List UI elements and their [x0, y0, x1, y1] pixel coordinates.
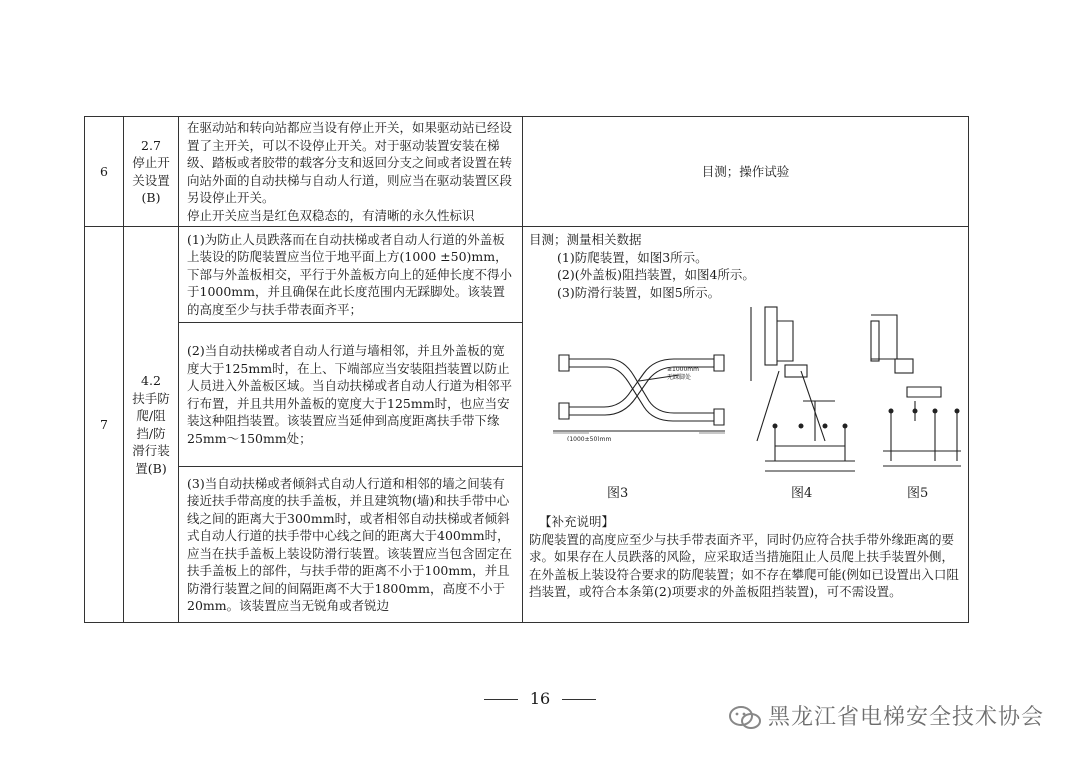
method-text: 目测；测量相关数据: [529, 232, 642, 247]
item-name: 4.2 扶手防 爬/阻 挡/防 滑行装 置(B): [124, 227, 179, 623]
svg-text:(1000±50)mm: (1000±50)mm: [567, 436, 612, 441]
row-number: 7: [85, 227, 124, 623]
requirement-text: (1)为防止人员跌落而在自动扶梯或者自动人行道的外盖板上装设的防爬装置应当位于地平面上方(1000 ±50)mm，下部与外盖板相交，平行于外盖板方向上的延伸长度不得小于1000mm，并且确保在此长度范围内无踩脚处。该装置的高度至少与扶手带表面齐平；: [179, 227, 523, 323]
requirement-text: (2)当自动扶梯或者自动人行道与墙相邻，并且外盖板的宽度大于125mm时，在上、下端部应当安装阻挡装置以防止人员进入外盖板区域。当自动扶梯或者自动人行道为相邻平行布置，并且共用外盖板的宽度大于125mm时，也应当安装这种阻挡装置。该装置应当延伸到高度距离扶手带下缘25mm～150mm处；: [179, 323, 523, 467]
figure-caption: 图4: [791, 486, 813, 501]
page-number: 16: [0, 689, 1080, 708]
figure-3-diagram: [549, 341, 729, 441]
item-name: 2.7 停止开 关设置 (B): [124, 117, 179, 227]
requirement-text: 在驱动站和转向站都应当设有停止开关，如果驱动站已经设置了主开关，可以不设停止开关。对于驱动装置安装在梯级、踏板或者胶带的载客分支和返回分支之间或者设置在转向站外面的自动扶梯与自动人行道，则应当在驱动装置区段另设停止开关。: [187, 120, 513, 205]
method-text: (1)防爬装置，如图3所示。: [557, 249, 708, 265]
table-row: [85, 227, 969, 323]
svg-text:≥1000mm: ≥1000mm: [667, 366, 699, 373]
method-text: (3)防滑行装置，如图5所示。: [557, 284, 721, 300]
table-row: [85, 117, 969, 227]
watermark-text: 黑龙江省电梯安全技术协会: [767, 705, 1044, 730]
figures-area: [523, 301, 968, 513]
figure-5-diagram: [861, 301, 965, 481]
figure-caption: 图3: [607, 486, 629, 501]
method-cell: [523, 227, 969, 623]
wechat-icon: [728, 705, 762, 731]
requirement-text: (3)当自动扶梯或者倾斜式自动人行道和相邻的墙之间装有接近扶手带高度的扶手盖板，并且建筑物(墙)和扶手带中心线之间的距离大于300mm时，或者相邻自动扶梯或者倾斜式自动人行道的扶手带中心线之间的距离大于400mm时，应当在扶手盖板上装设防滑行装置。该装置应当包含固定在扶手盖板上的部件，与扶手带的距离不小于100mm，并且防滑行装置之间的间隔距离不大于1800mm，高度不小于20mm。该装置应当无锐角或者锐边: [179, 467, 523, 623]
method-cell: 目测；操作试验: [523, 117, 969, 227]
requirement-cell: [179, 117, 523, 227]
method-text: (2)(外盖板)阻挡装置，如图4所示。: [557, 267, 755, 282]
requirement-text: 停止开关应当是红色双稳态的，有清晰的永久性标识: [187, 207, 475, 223]
supplement-title: 【补充说明】: [539, 514, 615, 529]
supplement-text: 防爬装置的高度应至少与扶手带表面齐平，同时仍应符合扶手带外缘距离的要求。如果存在人员跌落的风险，应采取适当措施阻止人员爬上扶手装置外侧，在外盖板上装设符合要求的防爬装置；如不存在攀爬可能(例如已设置出入口阻挡装置，或符合本条第(2)项要求的外盖板阻挡装置)，可不需设置。: [529, 531, 959, 599]
inspection-table: [84, 116, 969, 623]
figure-caption: 图5: [907, 486, 929, 501]
svg-text:无踩脚处: 无踩脚处: [667, 374, 692, 381]
row-number: 6: [85, 117, 124, 227]
figure-4-diagram: [745, 301, 865, 481]
watermark: [728, 700, 1044, 731]
